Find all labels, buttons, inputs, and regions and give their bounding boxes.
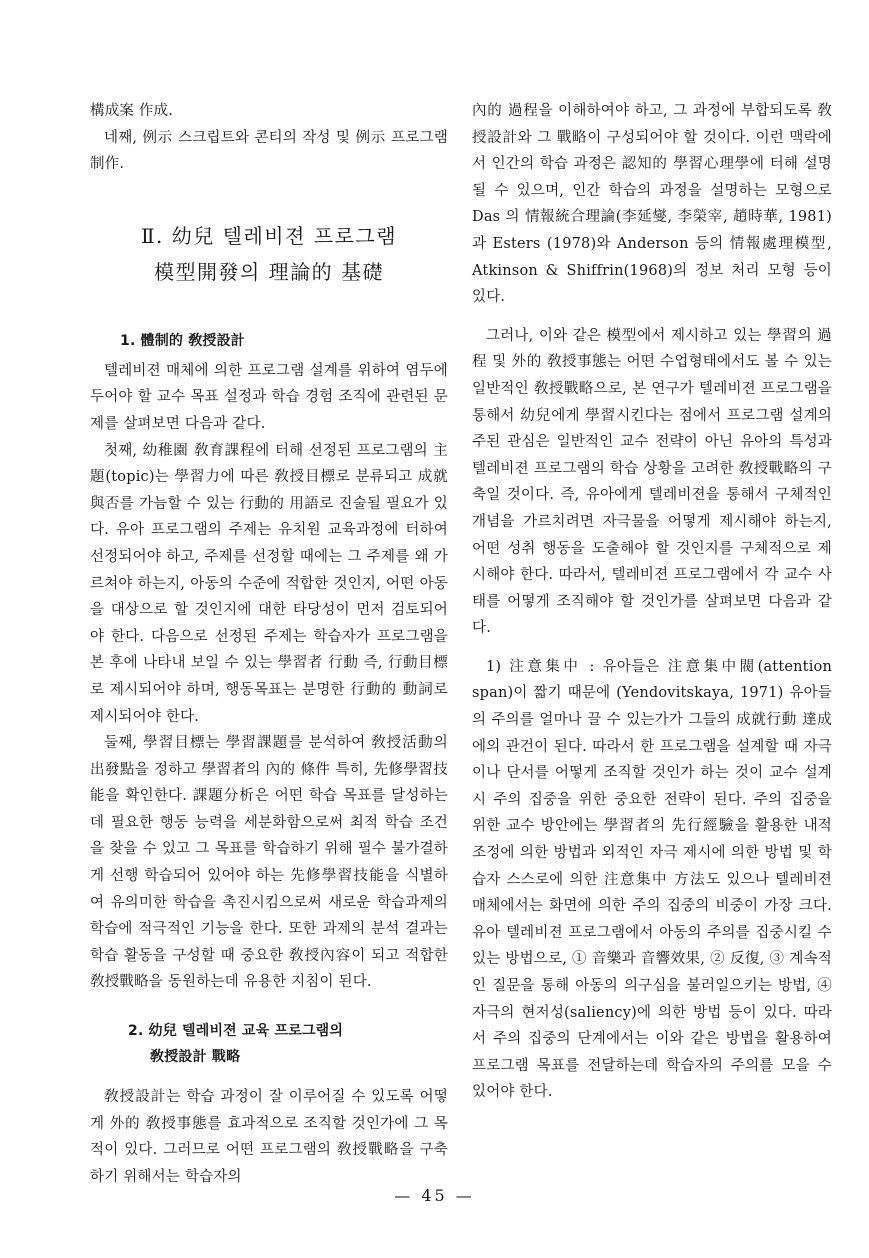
- body-paragraph: 그러나, 이와 같은 模型에서 제시하고 있는 學習의 過程 및 外的 敎授事態는 어떤 수업형태에서도 볼 수 있는 일반적인 敎授戰略으로, 본 연구가 텔레비젼 프로그램을 통해서 幼兒에게 學習시킨다는 점에서 프로그램 설계의 주된 관심은 일반적인 교수 전략이 아닌 유아의 특성과 텔레비젼 프로그램의 학습 상황을 고려한 敎授戰略의 구축일 것이다. 즉, 유아에게 텔레비젼을 통해서 구체적인 개념을 가르치려면 자극물을 어떻게 제시해야 하는지, 어떤 성취 행동을 도출해야 할 것인지를 구체적으로 제시해야 한다. 따라서, 텔레비젼 프로그램에서 각 교수 사태를 어떻게 조직해야 할 것인가를 살펴보면 다음과 같다.: [472, 327, 832, 637]
- subsection-heading-line: 敎授設計 戰略: [150, 1049, 241, 1066]
- section-title-line: Ⅱ. 幼兒 텔레비젼 프로그램: [140, 223, 398, 248]
- subsection-heading: 1. 體制的 敎授設計: [120, 332, 246, 349]
- paragraph-gap: [472, 642, 832, 654]
- subsection-heading-line: 2. 幼兒 텔레비젼 교육 프로그램의: [128, 1023, 344, 1040]
- left-column: [90, 98, 448, 1190]
- body-paragraph: 첫째, 幼稚園 敎育課程에 터해 선정된 프로그램의 主題(topic)는 學習力에 따른 敎授目標로 분류되고 成就與否를 가늠할 수 있는 行動的 用語로 진술될 필요가 있다. 유아 프로그램의 주제는 유치원 교육과정에 터하여 선정되어야 하고, 주제를 선정할 때에는 그 주제를 왜 가르쳐야 하는지, 아동의 수준에 적합한 것인지, 어떤 아동을 대상으로 할 것인지에 대한 타당성이 먼저 검토되어야 한다. 다음으로 선정된 주제는 학습자가 프로그램을 본 후에 나타내 보일 수 있는 學習者 行動 즉, 行動目標로 제시되어야 하며, 행동목표는 분명한 行動的 動詞로 제시되어야 한다.: [90, 442, 448, 725]
- section-title: [90, 218, 448, 290]
- subsection-heading: [128, 1018, 448, 1070]
- intro-line: 構成案 作成.: [90, 103, 174, 119]
- right-column: [472, 98, 832, 1106]
- body-paragraph: 둘째, 學習目標는 學習課題를 분석하여 敎授活動의 出發點을 정하고 學習者의 內的 條件 특히, 先修學習技能을 확인한다. 課題分析은 어떤 학습 목표를 달성하는데 필요한 행동 능력을 세분화함으로써 최적 학습 조건을 찾을 수 있고 그 목표를 학습하기 위해 필수 불가결하게 선행 학습되어 있어야 하는 先修學習技能을 식별하여 유의미한 학습을 촉진시킴으로써 새로운 학습과제의 학습에 적극적인 기능을 한다. 또한 과제의 분석 결과는 학습 활동을 구성할 때 중요한 敎授內容이 되고 적합한 敎授戰略을 동원하는데 유용한 지침이 된다.: [90, 735, 448, 991]
- section-title-line: 模型開發의 理論的 基礎: [153, 259, 385, 284]
- intro-line: 네째, 例示 스크립트와 콘티의 작성 및 例示 프로그램 制作.: [90, 129, 448, 173]
- page-number: — 45 —: [394, 1186, 475, 1205]
- body-paragraph: 텔레비젼 매체에 의한 프로그램 설계를 위하여 염두에 두어야 할 교수 목표 설정과 학습 경험 조직에 관련된 문제를 살펴보면 다음과 같다.: [90, 362, 448, 432]
- body-paragraph: 敎授設計는 학습 과정이 잘 이루어질 수 있도록 어떻게 外的 敎授事態를 효과적으로 조직할 것인가에 그 목적이 있다. 그러므로 어떤 프로그램의 敎授戰略을 구축하기 위해서는 학습자의: [90, 1089, 448, 1185]
- paragraph-gap: [472, 311, 832, 323]
- body-paragraph: 內的 過程을 이해하여야 하고, 그 과정에 부합되도록 敎授設計와 그 戰略이 구성되어야 할 것이다. 이런 맥락에서 인간의 학습 과정은 認知的 學習心理學에 터해 설명될 수 있으며, 인간 학습의 과정을 설명하는 모형으로 Das 의 情報統合理論(李延燮, 李榮宰, 趙時華, 1981)과 Esters (1978)와 Anderson 등의 情報處理模型, Atkinson & Shiffrin(1968)의 정보 처리 모형 등이 있다.: [472, 103, 832, 306]
- body-paragraph: 1) 注意集中 : 유아들은 注意集中閥(attention span)이 짧기 때문에 (Yendovitskaya, 1971) 유아들의 주의를 얼마나 끌 수 있는가가 그들의 成就行動 達成에의 관건이 된다. 따라서 한 프로그램을 설계할 때 자극이나 단서를 어떻게 조직할 것인가 하는 것이 교수 설계시 주의 집중을 위한 중요한 전략이 된다. 주의 집중을 위한 교수 방안에는 學習者의 先行經驗을 활용한 내적 조정에 의한 방법과 외적인 자극 제시에 의한 방법 및 학습자 스스로에 의한 注意集中 方法도 있으나 텔레비젼 매체에서는 화면에 의한 주의 집중의 비중이 가장 크다. 유아 텔레비젼 프로그램에서 아동의 주의를 집중시킬 수 있는 방법으로, ① 音樂과 音響效果, ② 反復, ③ 계속적인 질문을 통해 아동의 의구심을 불러일으키는 방법, ④ 자극의 현저성(saliency)에 의한 방법 등이 있다. 따라서 주의 집중의 단계에서는 이와 같은 방법을 활용하여 프로그램 목표를 전달하는데 학습자의 주의를 모을 수 있어야 한다.: [472, 658, 832, 1101]
